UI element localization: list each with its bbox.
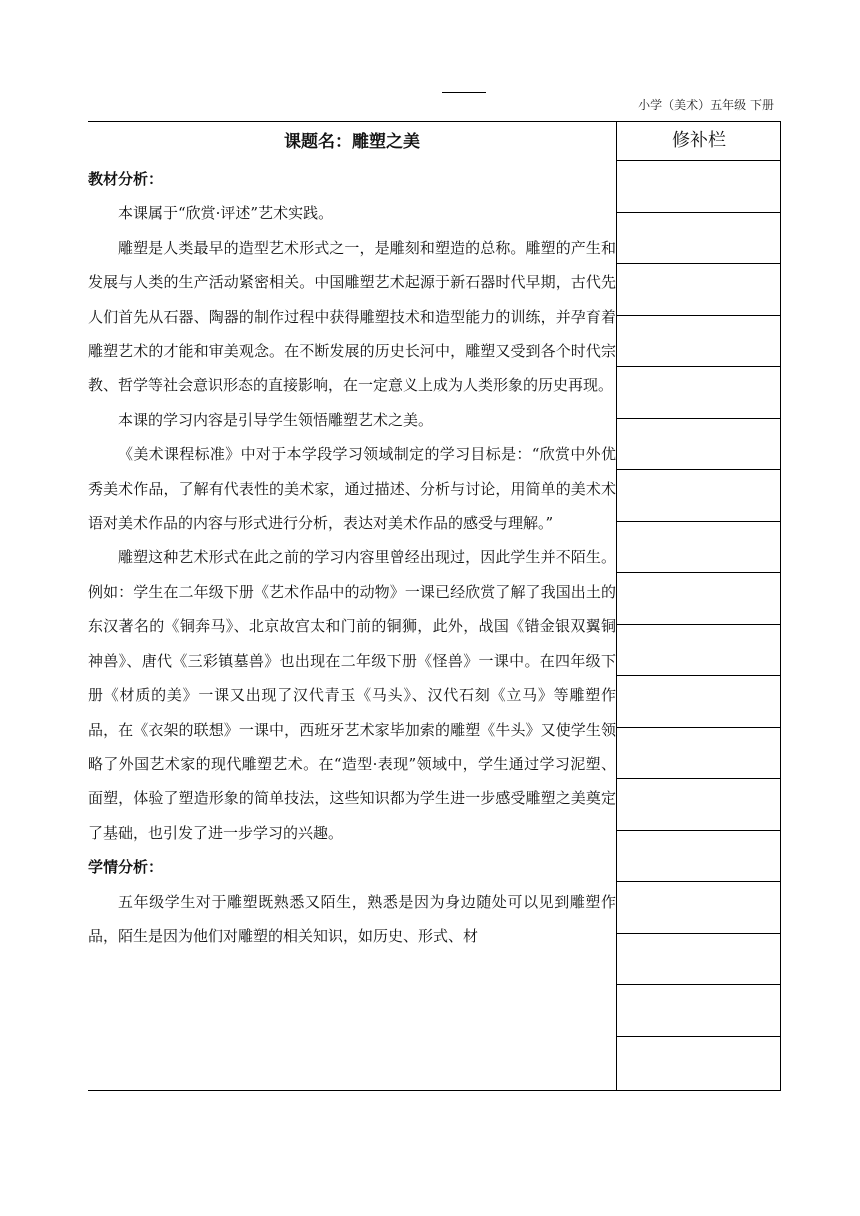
paragraph: 雕塑是人类最早的造型艺术形式之一，是雕刻和塑造的总称。雕塑的产生和发展与人类的生产活动紧密相关。中国雕塑艺术起源于新石器时代早期，古代先人们首先从石器、陶器的制作过程中获得雕塑技术和造型能力的训练，并孕育着雕塑艺术的才能和审美观念。在不断发展的历史长河中，雕塑又受到各个时代宗教、哲学等社会意识形态的直接影响，在一定意义上成为人类形象的历史再现。: [88, 238, 616, 395]
lesson-title: 课题名：雕塑之美: [284, 132, 420, 152]
revision-row: [617, 367, 781, 419]
lesson-body: [88, 162, 616, 953]
revision-row: [617, 213, 781, 265]
paragraph: 《美术课程标准》中对于本学段学习领域制定的学习目标是：“欣赏中外优秀美术作品，了解有代表性的美术家，通过描述、分析与讨论，用简单的美术术语对美术作品的内容与形式进行分析，表达对美术作品的感受与理解。”: [88, 445, 616, 533]
header-note: 小学（美术）五年级 下册: [638, 98, 774, 112]
lesson-content: [88, 122, 616, 953]
revision-row: [617, 985, 781, 1037]
revision-row: [617, 161, 781, 213]
revision-column-title: 修补栏: [617, 122, 781, 161]
revision-row: [617, 522, 781, 574]
revision-row: [617, 779, 781, 831]
revision-row: [617, 728, 781, 780]
section-heading: 教材分析：: [88, 170, 164, 188]
revision-row: [617, 1037, 781, 1089]
revision-row: [617, 676, 781, 728]
revision-row: [617, 316, 781, 368]
revision-column: [617, 122, 781, 1088]
section-heading: 学情分析：: [88, 858, 164, 877]
revision-row: [617, 573, 781, 625]
header-rule: [442, 92, 486, 93]
revision-row: [617, 625, 781, 677]
revision-row: [617, 831, 781, 883]
paragraph: 本课属于“欣赏·评述”艺术实践。: [118, 204, 334, 223]
revision-row: [617, 470, 781, 522]
revision-row: [617, 934, 781, 986]
paragraph: 本课的学习内容是引导学生领悟雕塑艺术之美。: [118, 410, 434, 429]
revision-rows: [617, 161, 781, 1088]
revision-row: [617, 882, 781, 934]
revision-row: [617, 264, 781, 316]
paragraph: 雕塑这种艺术形式在此之前的学习内容里曾经出现过，因此学生并不陌生。例如：学生在二年级下册《艺术作品中的动物》一课已经欣赏了解了我国出土的东汉著名的《铜奔马》、北京故宫太和门前的铜狮，此外，战国《错金银双翼铜神兽》、唐代《三彩镇墓兽》也出现在二年级下册《怪兽》一课中。在四年级下册《材质的美》一课又出现了汉代青玉《马头》、汉代石刻《立马》等雕塑作品，在《衣架的联想》一课中，西班牙艺术家毕加索的雕塑《牛头》又使学生领略了外国艺术家的现代雕塑艺术。在“造型·表现”领域中，学生通过学习泥塑、面塑，体验了塑造形象的简单技法，这些知识都为学生进一步感受雕塑之美奠定了基础，也引发了进一步学习的兴趣。: [88, 548, 616, 842]
revision-row: [617, 419, 781, 471]
paragraph: 五年级学生对于雕塑既熟悉又陌生，熟悉是因为身边随处可以见到雕塑作品，陌生是因为他们对雕塑的相关知识，如历史、形式、材: [88, 892, 616, 945]
